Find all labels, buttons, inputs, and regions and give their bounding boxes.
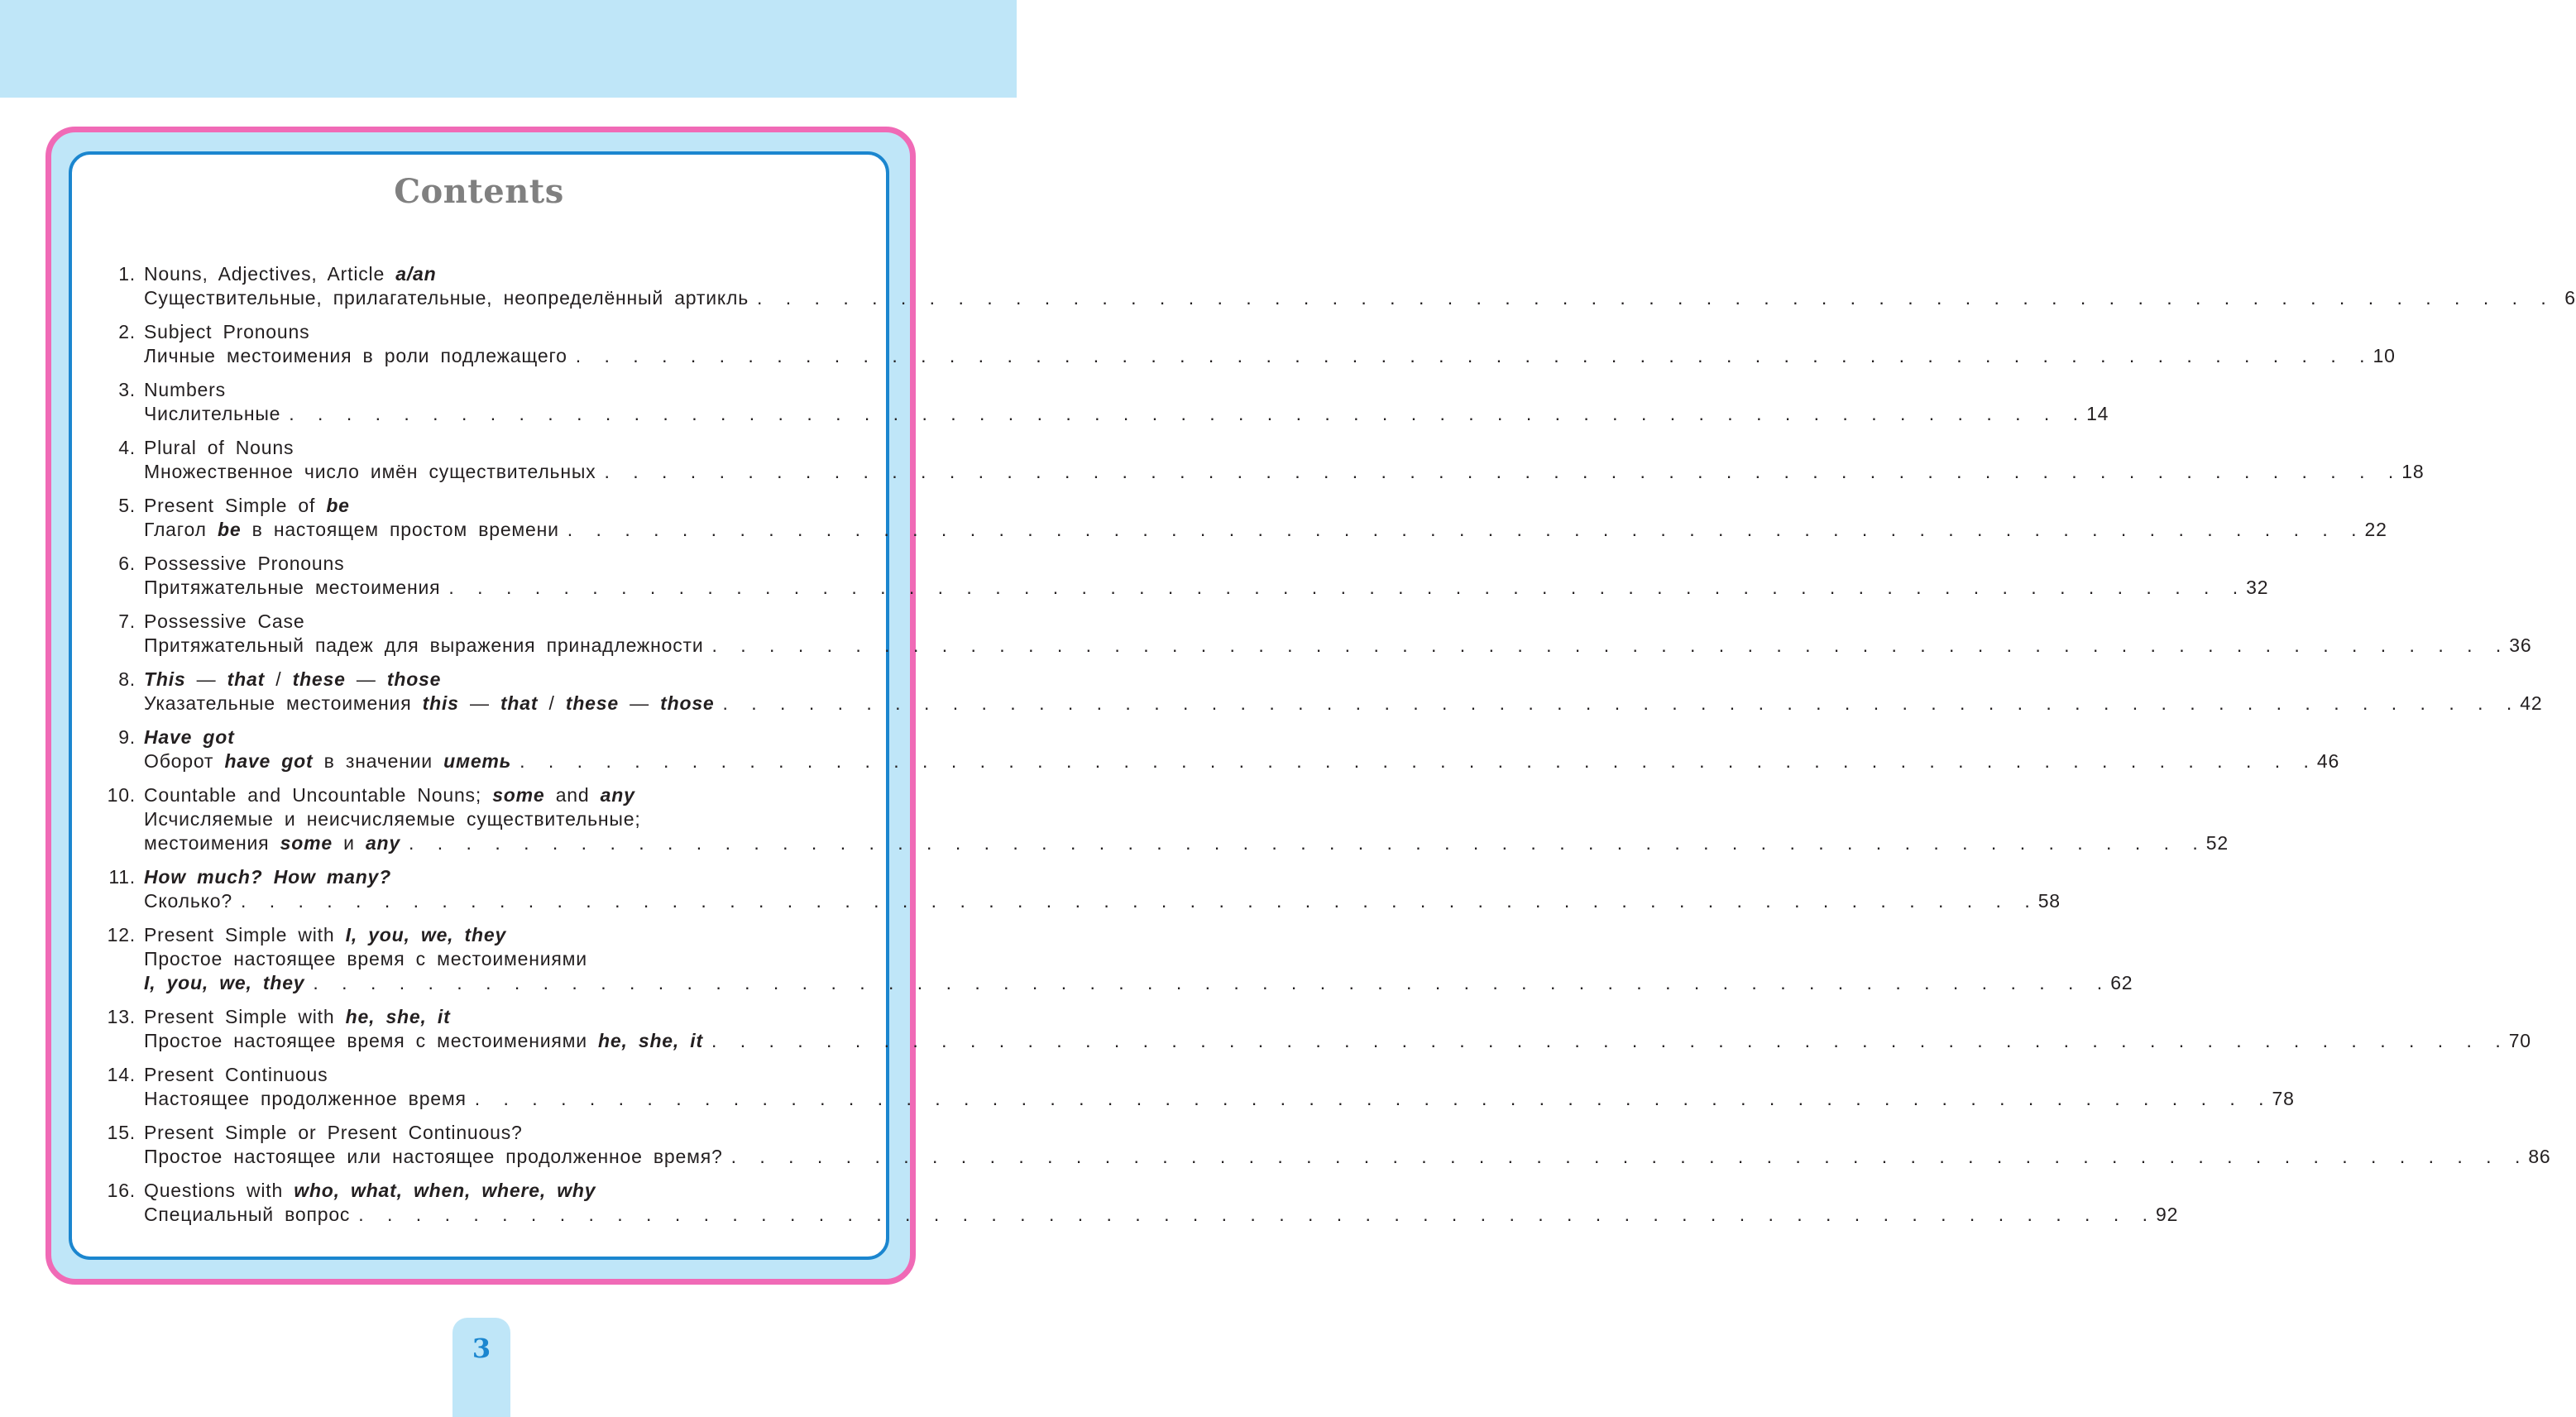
text-run: who, what, when, where, why (294, 1180, 596, 1201)
entry-title-ru (144, 972, 304, 994)
entry-title-ru (144, 1088, 467, 1110)
entry-title-ru (144, 1146, 723, 1168)
text-run: Простое настоящее время с местоимениями (144, 1030, 599, 1051)
entry-number: 3. (118, 379, 136, 400)
entry-title-en (144, 610, 304, 633)
text-run: Have got (144, 726, 235, 748)
entry-number: 2. (118, 321, 136, 342)
dot-leader: . . . . . . . . . . . . . . . . . . . . . . . . . . . . . . . . . . . . . . . . . . . . . . . . . . . . . . . . . . . . . . . (604, 461, 2401, 482)
entry-title-ru (144, 832, 400, 855)
text-run: Простое настоящее или настоящее продолженное время? (144, 1146, 723, 1167)
entry-number: 6. (118, 553, 136, 574)
entry-title-en (144, 866, 391, 888)
dot-leader: . . . . . . . . . . . . . . . . . . . . . . . . . . . . . . . . . . . . . . . . . . . . . . . . . . . . . . . . . . . . . . . (730, 1146, 2527, 1167)
text-run: Сколько? (144, 890, 232, 912)
dot-leader: . . . . . . . . . . . . . . . . . . . . . . . . . . . . . . . . . . . . . . . . . . . . . . . . . . . . . . . . . . . . . . . (358, 1204, 2155, 1225)
text-run: Subject Pronouns (144, 321, 310, 342)
text-run: any (600, 784, 635, 806)
entry-title-en (144, 379, 226, 401)
toc-entry[interactable] (98, 495, 2387, 543)
text-run: those (386, 668, 442, 690)
entry-page-number: 70 (2508, 1030, 2531, 1051)
text-run: в значении (313, 750, 444, 772)
dot-leader: . . . . . . . . . . . . . . . . . . . . . . . . . . . . . . . . . . . . . . . . . . . . . . . . . . . . . . . . . . . . . . . (240, 890, 2037, 912)
entry-title-ru (144, 750, 511, 773)
text-run: I, you, we, they (144, 972, 305, 993)
entry-title-en (144, 668, 441, 691)
dot-leader: . . . . . . . . . . . . . . . . . . . . . . . . . . . . . . . . . . . . . . . . . . . . . . . . . . . . . . . . . . . . . . . (409, 832, 2205, 854)
toc-entry[interactable] (98, 866, 2061, 914)
entry-number: 4. (118, 437, 136, 458)
entry-page-number: 46 (2316, 750, 2340, 772)
text-run: he, she, it (598, 1030, 703, 1051)
text-run: be (326, 495, 350, 516)
header-band (0, 0, 1017, 98)
dot-leader: . . . . . . . . . . . . . . . . . . . . . . . . . . . . . . . . . . . . . . . . . . . . . . . . . . . . . . . . . . . . . . . (567, 519, 2363, 540)
entry-title-ru (144, 1030, 703, 1052)
page-number: 3 (472, 1333, 491, 1364)
text-run: How much? How many? (144, 866, 391, 888)
text-run: some (280, 832, 333, 854)
entry-title-en (144, 784, 635, 807)
toc-entry[interactable] (98, 668, 2543, 716)
text-run: that (227, 668, 266, 690)
entry-page-number: 36 (2509, 634, 2532, 656)
toc-entry[interactable] (98, 321, 2396, 369)
text-run: — (458, 692, 500, 714)
entry-number: 7. (118, 610, 136, 632)
entry-title-en (144, 321, 309, 343)
text-run: these (292, 668, 346, 690)
entry-title-ru (144, 403, 280, 425)
entry-number: 11. (108, 866, 136, 888)
entry-number: 9. (118, 726, 136, 748)
entry-page-number: 32 (2246, 577, 2269, 598)
entry-page-number: 86 (2528, 1146, 2551, 1167)
entry-number: 13. (107, 1006, 136, 1027)
toc-entry[interactable] (98, 263, 2576, 311)
dot-leader: . . . . . . . . . . . . . . . . . . . . . . . . . . . . . . . . . . . . . . . . . . . . . . . . . . . . . . . . . . . . . . . (575, 345, 2372, 366)
text-run: — (345, 668, 387, 690)
toc-entry[interactable] (98, 379, 2109, 427)
entry-page-number: 10 (2373, 345, 2396, 366)
text-run: these (565, 692, 619, 714)
text-run: any (365, 832, 400, 854)
text-run: Present Simple with (144, 1006, 346, 1027)
text-run: Present Simple or Present Continuous? (144, 1122, 523, 1143)
toc-entry[interactable] (98, 924, 2133, 996)
text-run: Личные местоимения в роли подлежащего (144, 345, 567, 366)
text-run: be (217, 519, 242, 540)
entry-title-en (144, 924, 506, 946)
entry-number: 12. (107, 924, 136, 945)
entry-page-number: 42 (2520, 692, 2543, 714)
table-of-contents (98, 263, 2576, 1237)
entry-title-ru (144, 692, 715, 715)
text-run: Множественное число имён существительных (144, 461, 596, 482)
text-run: this (422, 692, 459, 714)
entry-title-ru (144, 577, 440, 599)
dot-leader: . . . . . . . . . . . . . . . . . . . . . . . . . . . . . . . . . . . . . . . . . . . . . . . . . . . . . . . . . . . . . . . (474, 1088, 2271, 1109)
dot-leader: . . . . . . . . . . . . . . . . . . . . . . . . . . . . . . . . . . . . . . . . . . . . . . . . . . . . . . . . . . . . . . . (757, 287, 2553, 309)
dot-leader: . . . . . . . . . . . . . . . . . . . . . . . . . . . . . . . . . . . . . . . . . . . . . . . . . . . . . . . . . . . . . . . (711, 634, 2508, 656)
text-run: that (500, 692, 539, 714)
dot-leader: . . . . . . . . . . . . . . . . . . . . . . . . . . . . . . . . . . . . . . . . . . . . . . . . . . . . . . . . . . . . . . . (289, 403, 2085, 424)
entry-title-en (144, 726, 235, 749)
entry-title-en (144, 1180, 596, 1202)
entry-title-ru (144, 890, 232, 912)
entry-page-number: 92 (2156, 1204, 2179, 1225)
text-run: Present Simple with (144, 924, 346, 945)
toc-entry[interactable] (98, 1180, 2179, 1228)
entry-title-ru (144, 519, 559, 541)
text-run: have got (224, 750, 314, 772)
entry-page-number: 58 (2037, 890, 2061, 912)
text-run: Специальный вопрос (144, 1204, 351, 1225)
entry-page-number: 52 (2205, 832, 2229, 854)
page-number-tab (452, 1318, 510, 1417)
entry-page-number: 18 (2401, 461, 2425, 482)
toc-entry[interactable] (98, 437, 2425, 485)
entry-title-en (144, 495, 350, 517)
text-run: в настоящем простом времени (241, 519, 559, 540)
text-run: Present Simple of (144, 495, 327, 516)
entry-number: 16. (107, 1180, 136, 1201)
entry-number: 1. (118, 263, 136, 285)
text-run: Оборот (144, 750, 225, 772)
text-run: Простое настоящее время с местоимениями (144, 948, 587, 969)
toc-entry[interactable] (98, 1006, 2531, 1054)
text-run: Questions with (144, 1180, 294, 1201)
toc-entry[interactable] (98, 784, 2229, 856)
text-run: / (538, 692, 566, 714)
dot-leader: . . . . . . . . . . . . . . . . . . . . . . . . . . . . . . . . . . . . . . . . . . . . . . . . . . . . . . . . . . . . . . . (722, 692, 2519, 714)
text-run: Указательные местоимения (144, 692, 423, 714)
text-run: I, you, we, they (345, 924, 507, 945)
text-run: иметь (443, 750, 512, 772)
entry-number: 14. (107, 1064, 136, 1085)
text-run: those (660, 692, 715, 714)
entry-title-en (144, 1122, 523, 1144)
text-run: Настоящее продолженное время (144, 1088, 467, 1109)
entry-title-ru (144, 287, 749, 309)
text-run: — (618, 692, 661, 714)
text-run: This (144, 668, 186, 690)
text-run: some (492, 784, 545, 806)
entry-number: 8. (118, 668, 136, 690)
text-run: Глагол (144, 519, 218, 540)
entry-page-number: 22 (2364, 519, 2387, 540)
text-run: Possessive Pronouns (144, 553, 345, 574)
entry-number: 15. (107, 1122, 136, 1143)
entry-page-number: 62 (2110, 972, 2133, 993)
entry-title-ru (144, 461, 596, 483)
text-run: Possessive Case (144, 610, 305, 632)
entry-title-en (144, 553, 344, 575)
entry-title-en (144, 1064, 328, 1086)
text-run: Present Continuous (144, 1064, 328, 1085)
text-run: и (332, 832, 366, 854)
entry-page-number: 14 (2086, 403, 2109, 424)
dot-leader: . . . . . . . . . . . . . . . . . . . . . . . . . . . . . . . . . . . . . . . . . . . . . . . . . . . . . . . . . . . . . . . (520, 750, 2315, 772)
entry-title-en (144, 263, 436, 285)
text-run: he, she, it (345, 1006, 451, 1027)
text-run: / (265, 668, 293, 690)
entry-number: 5. (118, 495, 136, 516)
dot-leader: . . . . . . . . . . . . . . . . . . . . . . . . . . . . . . . . . . . . . . . . . . . . . . . . . . . . . . . . . . . . . . . (711, 1030, 2507, 1051)
toc-entry[interactable] (98, 726, 2340, 774)
entry-title-ru (144, 948, 587, 970)
toc-entry[interactable] (98, 610, 2532, 658)
entry-title-en (144, 437, 294, 459)
entry-title-ru (144, 634, 704, 657)
text-run: Исчисляемые и неисчисляемые существительные; (144, 808, 641, 830)
toc-entry[interactable] (98, 553, 2269, 601)
entry-title-ru (144, 1204, 350, 1226)
dot-leader: . . . . . . . . . . . . . . . . . . . . . . . . . . . . . . . . . . . . . . . . . . . . . . . . . . . . . . . . . . . . . . . (448, 577, 2245, 598)
text-run: Притяжательный падеж для выражения принадлежности (144, 634, 704, 656)
text-run: Numbers (144, 379, 226, 400)
toc-entry[interactable] (98, 1064, 2295, 1112)
entry-number: 10. (107, 784, 136, 806)
dot-leader: . . . . . . . . . . . . . . . . . . . . . . . . . . . . . . . . . . . . . . . . . . . . . . . . . . . . . . . . . . . . . . . (313, 972, 2109, 993)
text-run: местоимения (144, 832, 280, 854)
text-run: Nouns, Adjectives, Article (144, 263, 396, 285)
entry-page-number: 6 (2564, 287, 2576, 309)
text-run: Числительные (144, 403, 281, 424)
text-run: Существительные, прилагательные, неопределённый артикль (144, 287, 749, 309)
toc-entry[interactable] (98, 1122, 2551, 1170)
text-run: — (185, 668, 227, 690)
text-run: and (544, 784, 601, 806)
entry-title-en (144, 1006, 451, 1028)
text-run: Plural of Nouns (144, 437, 294, 458)
entry-title-ru (144, 345, 567, 367)
entry-page-number: 78 (2272, 1088, 2295, 1109)
text-run: Притяжательные местоимения (144, 577, 441, 598)
text-run: a/an (395, 263, 437, 285)
entry-title-ru (144, 808, 641, 831)
page-title: Contents (394, 172, 564, 211)
text-run: Countable and Uncountable Nouns; (144, 784, 493, 806)
